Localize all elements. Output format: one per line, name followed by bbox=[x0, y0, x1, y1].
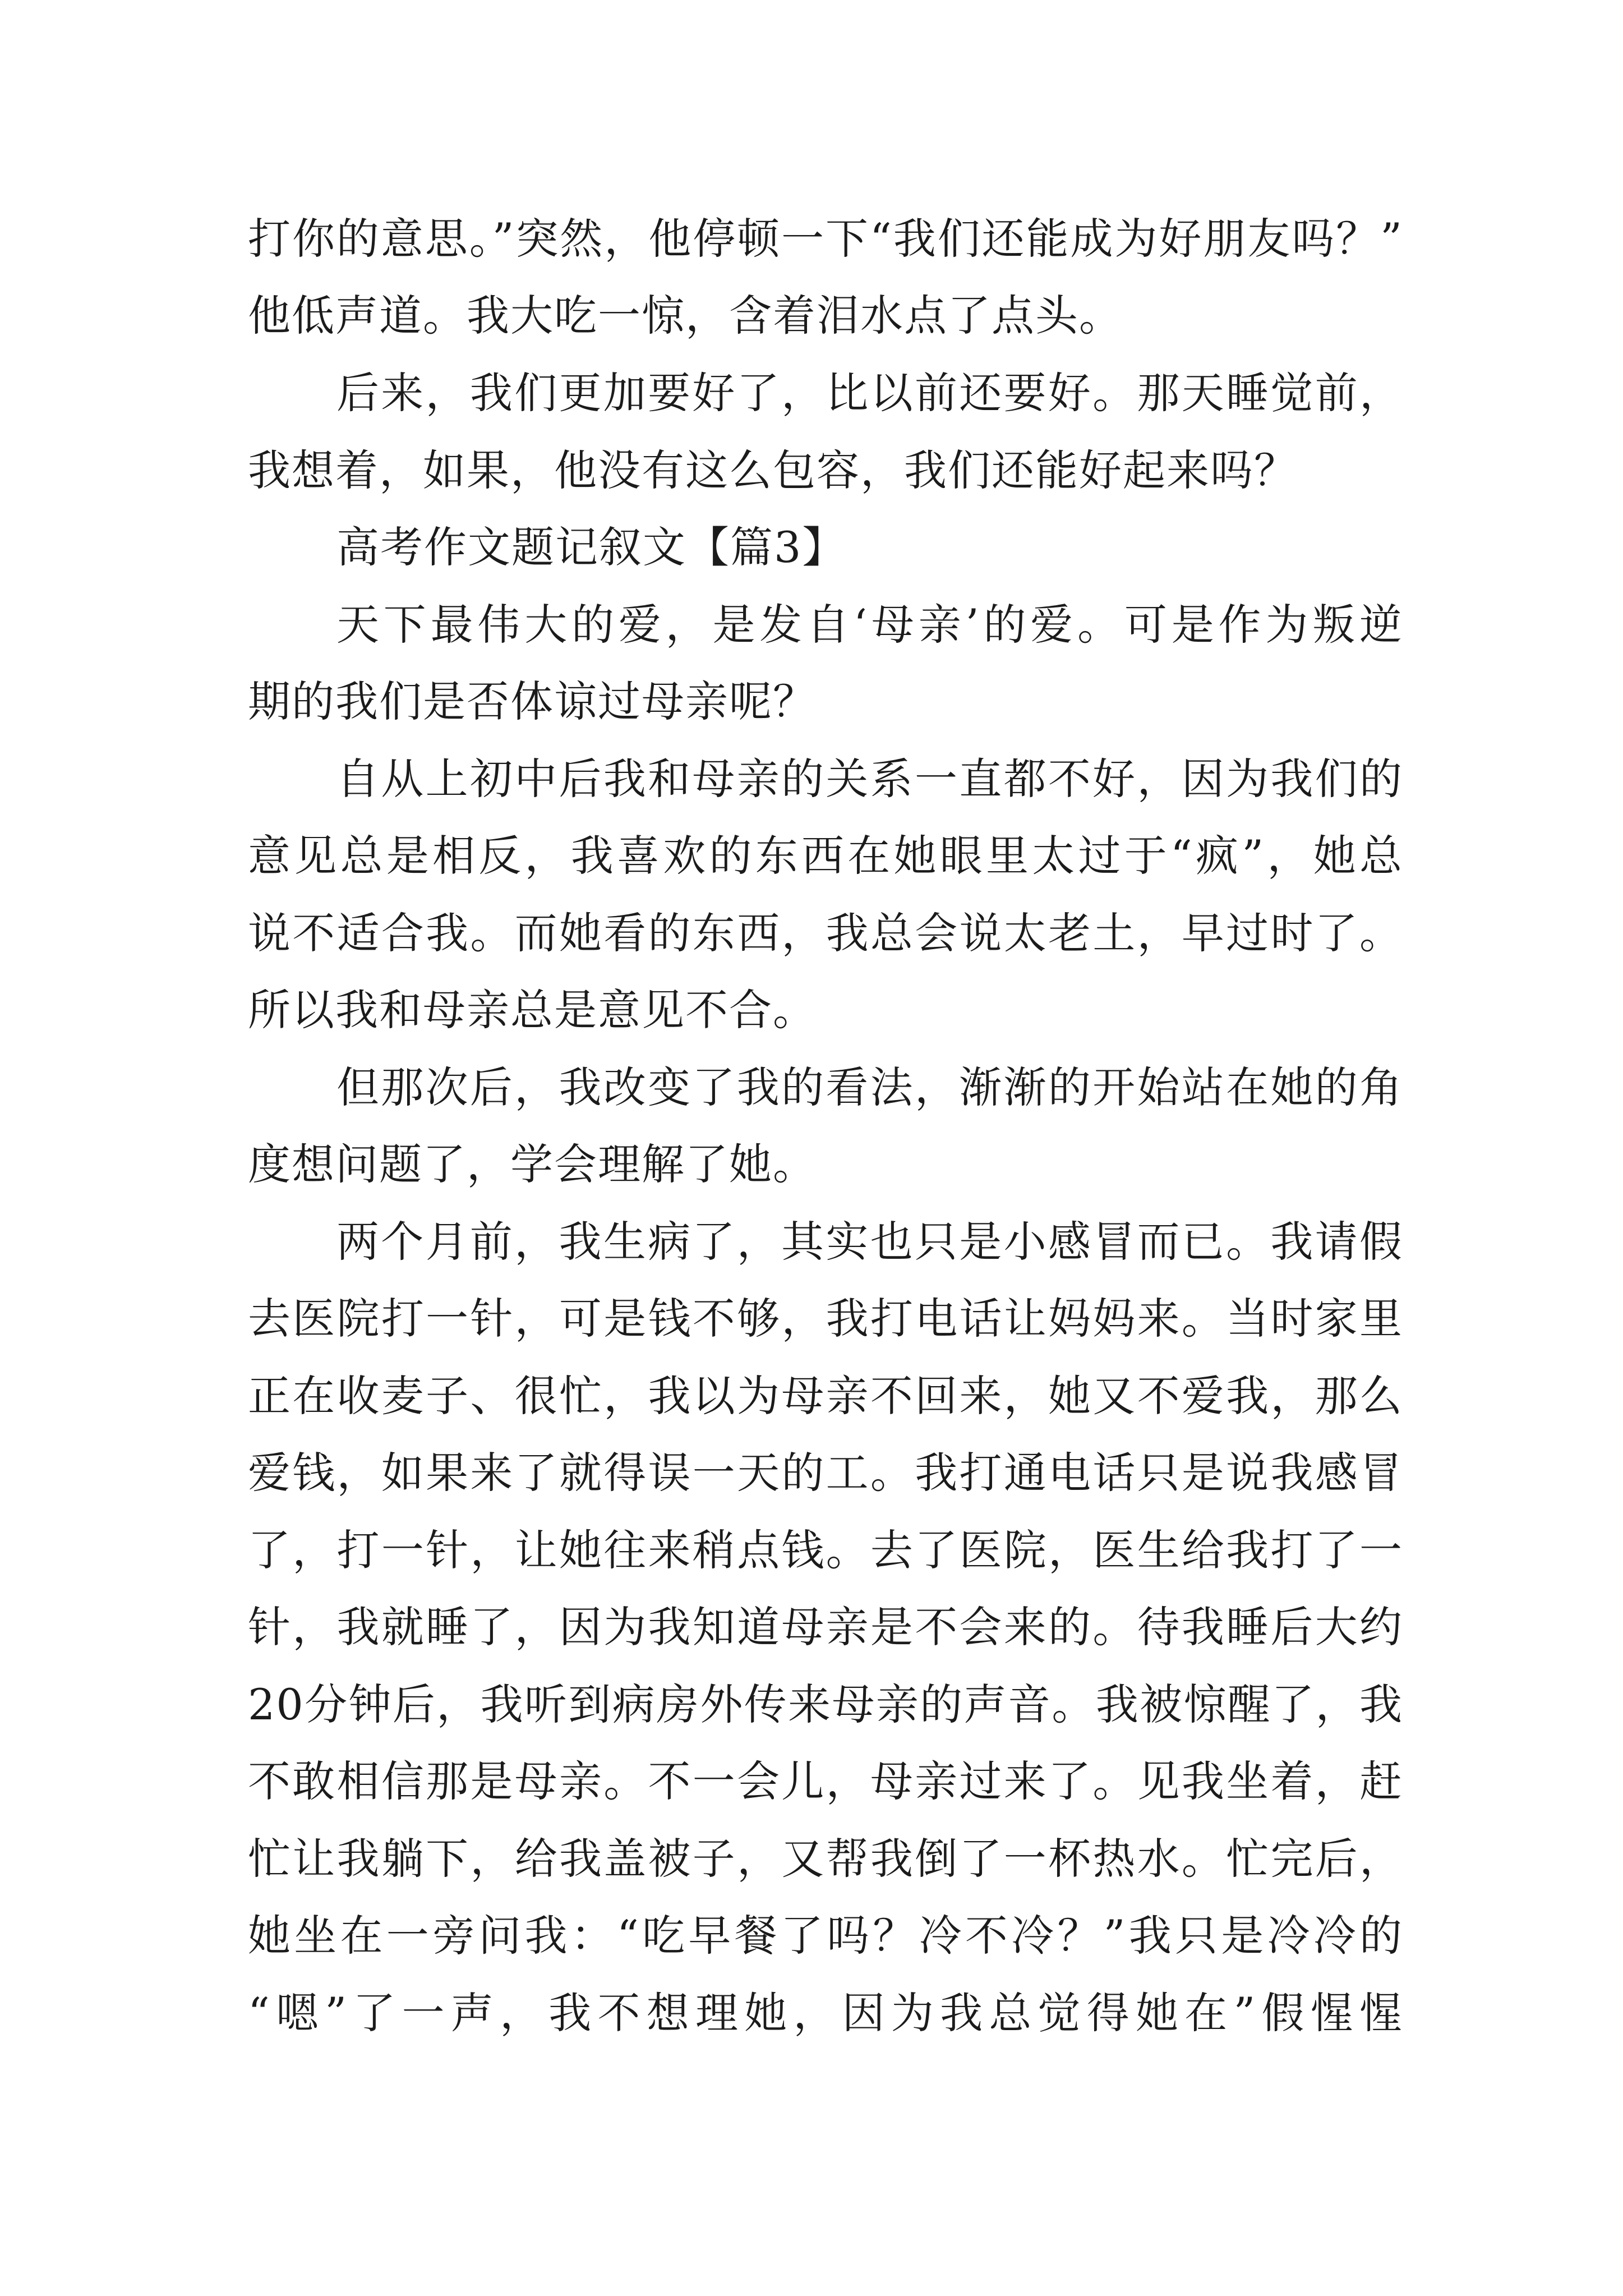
text-line: 打你的意思。”突然，他停顿一下“我们还能成为好朋友吗？” bbox=[248, 214, 1403, 264]
text-line: 了，打一针，让她往来稍点钱。去了医院，医生给我打了一 bbox=[248, 1525, 1403, 1575]
text-line: 两个月前，我生病了，其实也只是小感冒而已。我请假 bbox=[336, 1217, 1403, 1267]
text-line: 意见总是相反，我喜欢的东西在她眼里太过于“疯”，她总 bbox=[248, 831, 1403, 881]
text-line: 20分钟后，我听到病房外传来母亲的声音。我被惊醒了，我 bbox=[248, 1680, 1403, 1729]
text-line: 度想问题了，学会理解了她。 bbox=[248, 1139, 817, 1189]
text-line: 说不适合我。而她看的东西，我总会说太老土，早过时了。 bbox=[248, 908, 1403, 958]
text-line: 正在收麦子、很忙，我以为母亲不回来，她又不爱我，那么 bbox=[248, 1371, 1403, 1421]
text-line: 不敢相信那是母亲。不一会儿，母亲过来了。见我坐着，赶 bbox=[248, 1756, 1403, 1806]
text-line: 我想着，如果，他没有这么包容，我们还能好起来吗？ bbox=[248, 445, 1298, 495]
text-line: “嗯”了一声，我不想理她，因为我总觉得她在”假惺惺 bbox=[248, 1988, 1403, 2038]
section-heading: 高考作文题记叙文【篇3】 bbox=[336, 522, 846, 572]
text-line: 期的我们是否体谅过母亲呢？ bbox=[248, 677, 817, 726]
text-line: 去医院打一针，可是钱不够，我打电话让妈妈来。当时家里 bbox=[248, 1294, 1403, 1343]
text-line: 她坐在一旁问我：“吃早餐了吗？冷不冷？”我只是冷冷的 bbox=[248, 1911, 1403, 1961]
text-line: 针，我就睡了，因为我知道母亲是不会来的。待我睡后大约 bbox=[248, 1602, 1403, 1652]
text-line: 自从上初中后我和母亲的关系一直都不好，因为我们的 bbox=[336, 754, 1403, 804]
text-line: 爱钱，如果来了就得误一天的工。我打通电话只是说我感冒 bbox=[248, 1448, 1403, 1498]
text-line: 天下最伟大的爱，是发自‘母亲’的爱。可是作为叛逆 bbox=[336, 600, 1403, 650]
text-line: 所以我和母亲总是意见不合。 bbox=[248, 985, 817, 1035]
text-line: 后来，我们更加要好了，比以前还要好。那天睡觉前， bbox=[336, 368, 1403, 418]
text-line: 他低声道。我大吃一惊，含着泪水点了点头。 bbox=[248, 291, 1123, 341]
text-line: 但那次后，我改变了我的看法，渐渐的开始站在她的角 bbox=[336, 1062, 1403, 1112]
text-line: 忙让我躺下，给我盖被子，又帮我倒了一杯热水。忙完后， bbox=[248, 1834, 1403, 1884]
